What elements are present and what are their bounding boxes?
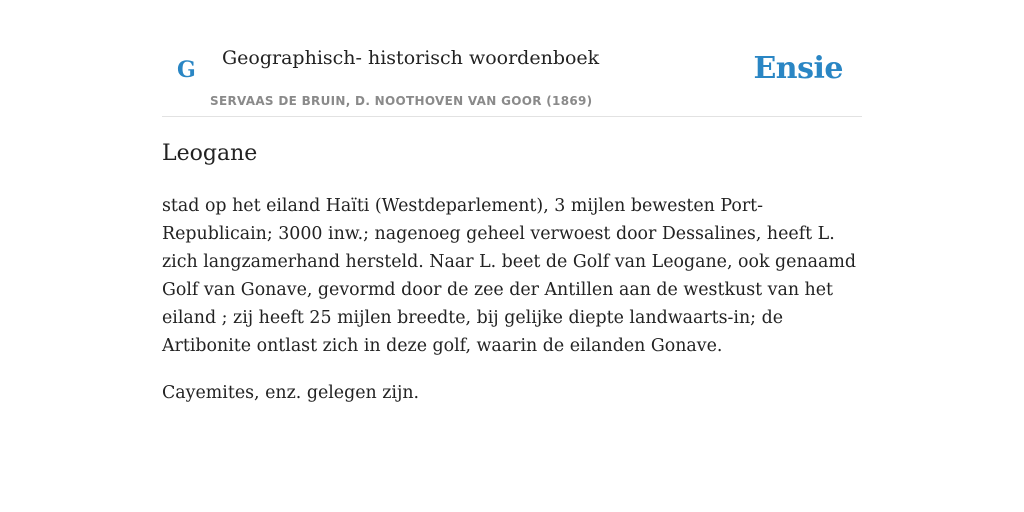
entry-body xyxy=(162,192,862,426)
book-authors: SERVAAS DE BRUIN, D. NOOTHOVEN VAN GOOR (1869) xyxy=(210,94,593,108)
entry-paragraph: stad op het eiland Haïti (Westdeparlement), 3 mijlen bewesten Port-Republicain; 3000 inw.; nagenoeg geheel verwoest door Dessalines, heeft L. zich langzamerhand hersteld. Naar L. beet de Golf van Leogane, ook genaamd Golf van Gonave, gevormd door de zee der Antillen aan de westkust van het eiland ; zij heeft 25 mijlen breedte, bij gelijke diepte landwaarts-in; de Artibonite ontlast zich in deze golf, waarin de eilanden Gonave. xyxy=(162,196,857,356)
book-letter-icon[interactable]: G xyxy=(177,57,196,83)
book-header xyxy=(162,0,862,117)
book-title-link[interactable]: Geographisch- historisch woordenboek xyxy=(222,47,600,69)
entry-title: Leogane xyxy=(162,141,258,166)
ensie-logo-link[interactable]: Ensie xyxy=(753,51,843,86)
entry-paragraph: Cayemites, enz. gelegen zijn. xyxy=(162,383,420,403)
